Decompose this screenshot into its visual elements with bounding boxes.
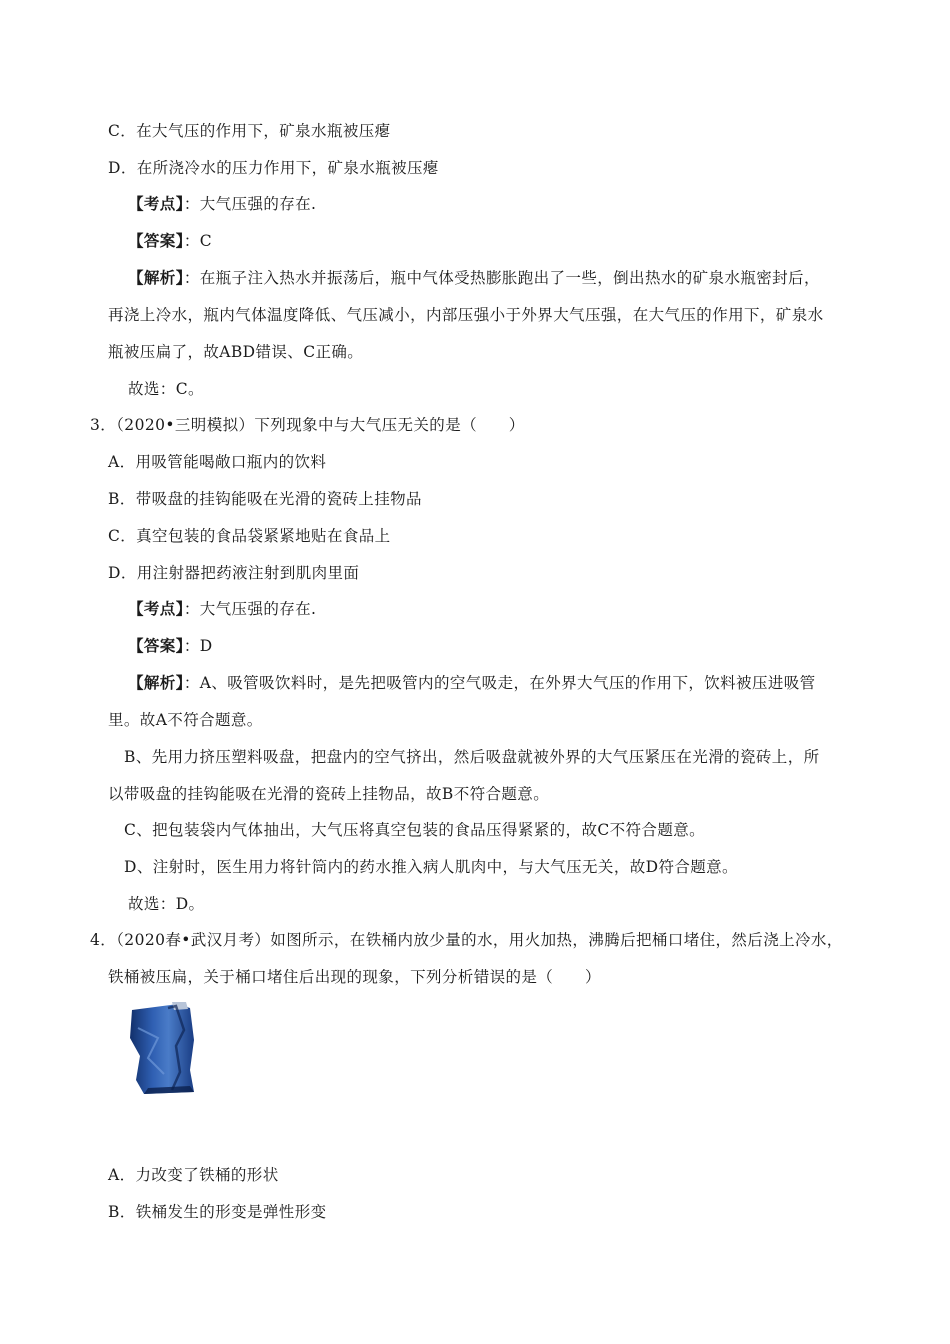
jiexi-label: 【解析】 [128, 268, 184, 287]
q3-jiexi-line-3: B、先用力挤压塑料吸盘，把盘内的空气挤出，然后吸盘就被外界的大气压紧压在光滑的瓷砖上，所 [124, 748, 820, 766]
answer-label: 【答案】 [128, 636, 184, 655]
jiexi-label: 【解析】 [128, 673, 184, 692]
q3-choose: 故选：D。 [128, 895, 205, 913]
q3-jiexi-line-1 [128, 673, 816, 693]
q2-choose: 故选：C。 [128, 380, 204, 398]
answer-label: 【答案】 [128, 231, 184, 250]
q3-jiexi-line-6: D、注射时，医生用力将针筒内的药水推入病人肌肉中，与大气压无关，故D符合题意。 [124, 858, 738, 876]
answer-text: ：C [183, 232, 213, 250]
q2-answer [128, 231, 212, 251]
q3-option-d: D．用注射器把药液注射到肌肉里面 [108, 564, 360, 582]
q3-option-b: B．带吸盘的挂钩能吸在光滑的瓷砖上挂物品 [108, 490, 422, 508]
q2-kaodian [128, 194, 316, 214]
kaodian-text: ：大气压强的存在. [183, 600, 317, 618]
q3-answer [128, 636, 213, 656]
q4-stem-line-2: 铁桶被压扁，关于桶口堵住后出现的现象，下列分析错误的是（ ） [108, 968, 601, 986]
q2-jiexi-line-2: 再浇上冷水，瓶内气体温度降低、气压减小，内部压强小于外界大气压强，在大气压的作用下，矿泉水 [108, 306, 824, 324]
jiexi-text: ：在瓶子注入热水并振荡后，瓶中气体受热膨胀跑出了一些，倒出热水的矿泉水瓶密封后， [183, 269, 820, 287]
kaodian-text: ：大气压强的存在. [183, 195, 317, 213]
q3-jiexi-line-4: 以带吸盘的挂钩能吸在光滑的瓷砖上挂物品，故B不符合题意。 [108, 785, 550, 803]
q2-jiexi-line-3: 瓶被压扁了，故ABD错误、C正确。 [108, 343, 364, 361]
q3-stem: 3．（2020•三明模拟）下列现象中与大气压无关的是（ ） [90, 416, 525, 434]
q2-option-c: C．在大气压的作用下，矿泉水瓶被压瘪 [108, 122, 391, 140]
kaodian-label: 【考点】 [128, 599, 184, 618]
jiexi-text: ：A、吸管吸饮料时，是先把吸管内的空气吸走，在外界大气压的作用下，饮料被压进吸管 [183, 674, 816, 692]
answer-text: ：D [183, 637, 213, 655]
q3-option-c: C．真空包装的食品袋紧紧地贴在食品上 [108, 527, 391, 545]
q4-stem-line-1: 4．（2020春•武汉月考）如图所示，在铁桶内放少量的水，用火加热，沸腾后把桶口堵住，然后浇上冷水， [90, 931, 843, 949]
q3-option-a: A．用吸管能喝敞口瓶内的饮料 [108, 453, 327, 471]
q4-option-a: A．力改变了铁桶的形状 [108, 1166, 279, 1184]
crushed-iron-can-image [124, 1000, 200, 1096]
q2-jiexi-line-1 [128, 268, 820, 288]
q2-option-d: D．在所浇冷水的压力作用下，矿泉水瓶被压瘪 [108, 159, 439, 177]
q3-kaodian [128, 599, 316, 619]
q3-jiexi-line-2: 里。故A不符合题意。 [108, 711, 263, 729]
q3-jiexi-line-5: C、把包装袋内气体抽出，大气压将真空包装的食品压得紧紧的，故C不符合题意。 [124, 821, 706, 839]
q4-option-b: B．铁桶发生的形变是弹性形变 [108, 1203, 327, 1221]
kaodian-label: 【考点】 [128, 194, 184, 213]
